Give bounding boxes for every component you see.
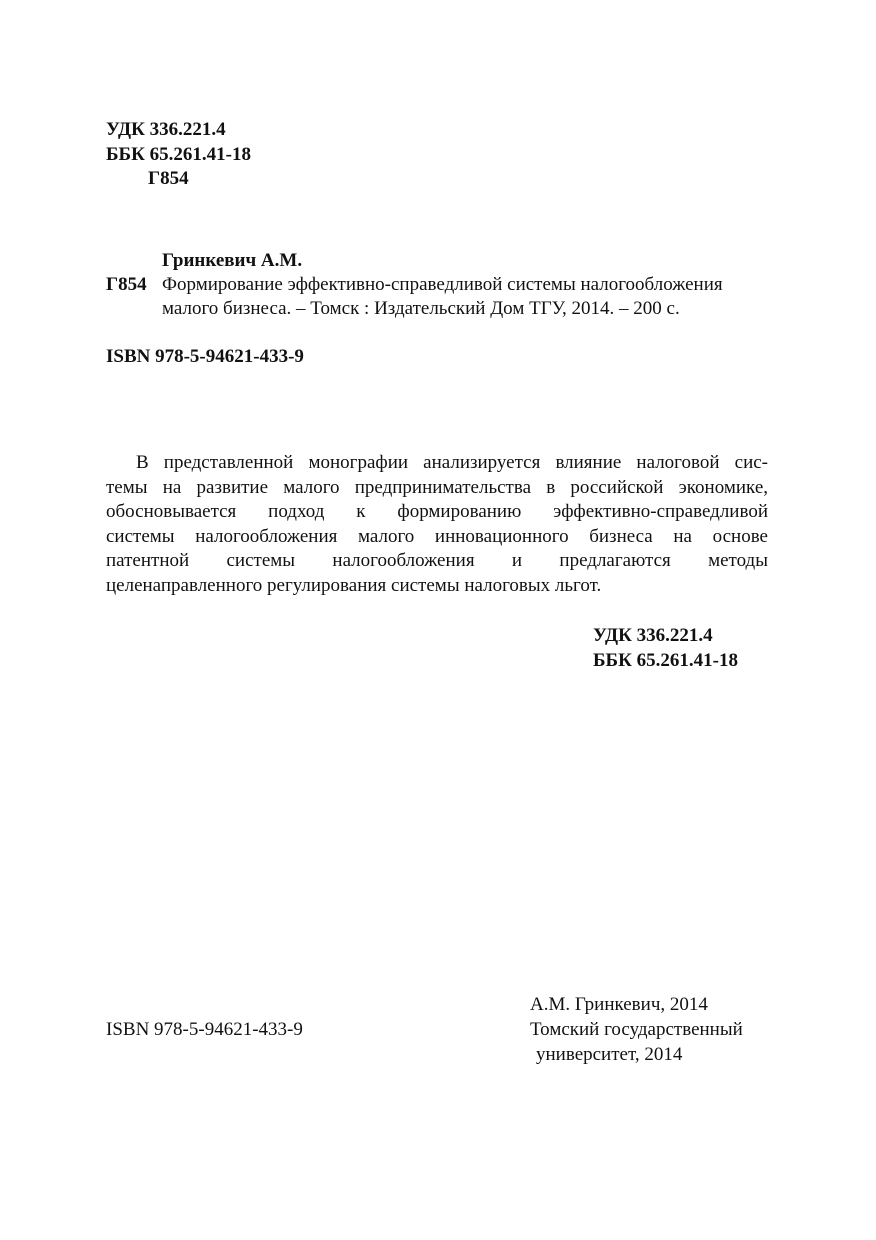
isbn-top: ISBN 978-5-94621-433-9 (106, 346, 304, 367)
annotation-line: целенаправленного регулирования системы налоговых льгот. (106, 574, 602, 596)
copyright-publisher: Томский государственный (530, 1019, 743, 1040)
annotation-line: системы налогообложения малого инновационного бизнеса на основе (106, 525, 768, 547)
annotation-line: В представленной монографии анализируется влияние налоговой сис- (136, 452, 768, 473)
title-row (106, 273, 770, 321)
copyright-block (530, 993, 743, 1068)
isbn-bottom: ISBN 978-5-94621-433-9 (106, 1019, 303, 1040)
bbk-code: ББК 65.261.41-18 (106, 143, 251, 165)
annotation-line: патентной системы налогообложения и предлагаются методы (106, 550, 768, 572)
header-classification (106, 118, 251, 192)
bbk-code-right: ББК 65.261.41-18 (593, 650, 738, 671)
bibliographic-record (106, 249, 770, 321)
annotation-line: темы на развитие малого предпринимательства в российской экономике, (106, 476, 768, 498)
copyright-author: А.М. Гринкевич, 2014 (530, 994, 708, 1015)
title-line-1: Формирование эффективно-справедливой системы налогообложения (162, 274, 723, 295)
udk-code-right: УДК 336.221.4 (593, 625, 713, 646)
author-mark: Г854 (148, 168, 189, 189)
title-description (162, 273, 770, 321)
author-mark-code: Г854 (106, 274, 147, 295)
classification-right (593, 624, 738, 674)
annotation-line: обосновывается подход к формированию эффективно-справедливой (106, 501, 768, 523)
copyright-publisher-cont: университет, 2014 (536, 1044, 683, 1065)
udk-code: УДК 336.221.4 (106, 119, 226, 140)
author-name: Гринкевич А.М. (162, 250, 303, 271)
title-line-2: малого бизнеса. – Томск : Издательский Дом ТГУ, 2014. – 200 с. (162, 298, 680, 319)
annotation (106, 451, 768, 599)
